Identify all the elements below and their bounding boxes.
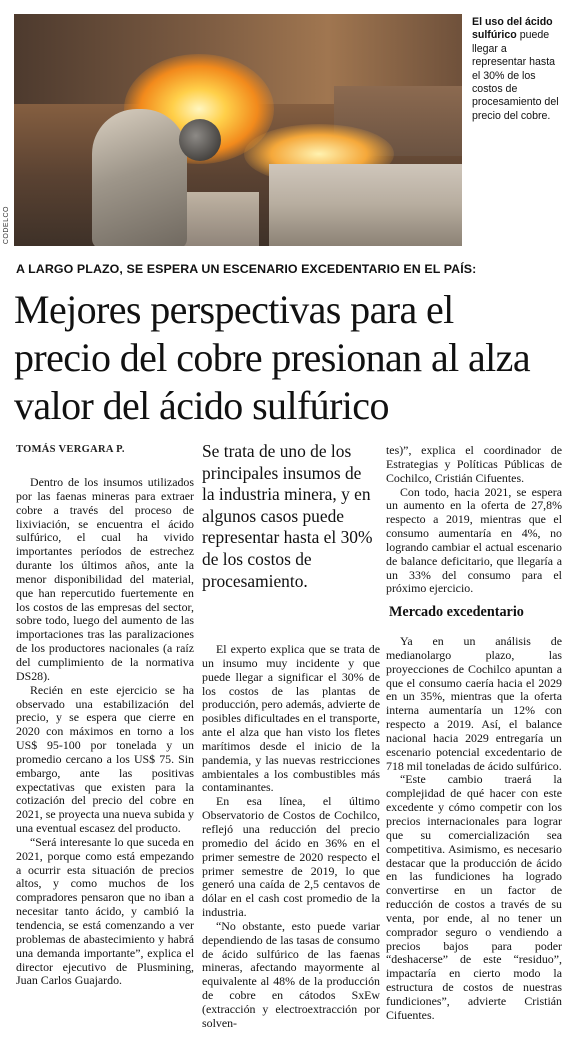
photo-casting-trough (269, 164, 462, 246)
section-subhead: Mercado excedentario (389, 604, 524, 620)
paragraph: Con todo, hacia 2021, se espera un aumento en la oferta de 27,8% respecto a 2019, mientras que el consumo aumentaría en 4%, no logrando cambiar el actual escenario de balance deficitario, que llegaría a un 33% del consumo para el próximo ejercicio. (386, 484, 562, 596)
photo-credit: CODELCO (3, 206, 10, 245)
column-3-bottom (386, 635, 562, 1023)
paragraph: Ya en un análisis de medianolargo plazo, las proyecciones de Cochilco apuntan a que el consumo caería hacia el 2029 en un 35%, mientras que la oferta interna aumentaría un 12% con respecto a 2019. Así, el balance nacional hacia 2029 entregaría un escenario potencial excedentario de 718 mil toneladas de ácido sulfúrico. (386, 634, 562, 773)
kicker: A LARGO PLAZO, SE ESPERA UN ESCENARIO EXCEDENTARIO EN EL PAÍS: (16, 262, 477, 276)
photo-worker-suit (92, 109, 187, 246)
pull-quote: Se trata de uno de los principales insumos de la industria minera, y en algunos casos puede representar hasta el 30% de los costos de procesamiento. (202, 441, 373, 591)
paragraph: “Este cambio traerá la complejidad de qué hacer con este excedente y cómo competir con los precios internacionales para lograr que su comercialización sea competitiva. Asimismo, es necesario destacar que la producción de ácido en las fundiciones ha logrado convertirse en un factor de reducción de costos a través de su venta, por ende, al no tener un comprador seguro o vendiendo a precios bajos para poder “deshacerse” de este “residuo”, impactaría en cierto modo la estructura de costos de nuestras fundiciones”, advierte Cristián Cifuentes. (386, 772, 562, 1022)
paragraph: Dentro de los insumos utilizados por las faenas mineras para extraer cobre a través del proceso de lixiviación, se encuentra el ácido sulfúrico, el cual ha vivido importantes períodos de estrechez durante los últimos años, ante la menor disponibilidad del material, que han repercutido fuertemente en los costos de las empresas del sector, sobre todo, luego del aumento de las importaciones tras las paralizaciones de los productores nacionales (a raíz del cumplimiento de la normativa DS28). (16, 475, 194, 683)
column-3-top (386, 444, 562, 596)
byline: TOMÁS VERGARA P. (16, 444, 125, 455)
caption-text: puede llegar a representar hasta el 30% de los costos de procesamiento del precio del cobre. (472, 29, 559, 122)
paragraph: “Será interesante lo que suceda en 2021, porque como está empezando a ocurrir esta situación de precios altos, y como muchos de los compradores pensaron que no iban a necesitar tanto ácido, y cambió la tendencia, se está comenzando a ver problemas de abastecimiento y habrá una demanda importante”, explica el director ejecutivo de Plusmining, Juan Carlos Guajardo. (16, 834, 194, 988)
paragraph: tes)”, explica el coordinador de Estrategias y Políticas Públicas de Cochilco, Cristián Cifuentes. (386, 443, 562, 485)
photo-worker-helmet (179, 119, 221, 161)
photo-caption (472, 16, 562, 123)
paragraph: En esa línea, el último Observatorio de Costos de Cochilco, reflejó una reducción del precio promedio del ácido en 36% en el primer semestre de 2020 respecto el primer semestre de 2019, lo que generó una caída de 2,5 centavos de dólar en el cash cost promedio de la industria. (202, 794, 380, 920)
column-1 (16, 476, 194, 988)
paragraph: “No obstante, esto puede variar dependiendo de las tasas de consumo de ácido sulfúrico de las faenas mineras, afectando mayormente al equivalente al 48% de la producción de cobre en cátodos SxEw (extracción y electroextracción por solven- (202, 918, 380, 1030)
smelter-photo (14, 14, 462, 246)
headline: Mejores perspectivas para el precio del cobre presionan al alza valor del ácido sulfúrico (14, 287, 530, 428)
paragraph: El experto explica que se trata de un insumo muy incidente y que puede llegar a significar el 30% de los costos de las plantas de producción, pero además, advierte de posibles dificultades en el transporte, ante el alza que han visto los fletes marítimos desde el inicio de la pandemia, y las nuevas restricciones ambientales a los combustibles más contaminantes. (202, 642, 380, 795)
column-2 (202, 643, 380, 1031)
paragraph: Recién en este ejercicio se ha observado una estabilización del precio, y se espera que cierre en 2020 con máximos en torno a los US$ 95-100 por tonelada y un promedio cercano a los US$ 75. Sin embargo, ante las positivas expectativas que existen para la cotización del precio del cobre en 2021, se proyecta una nueva subida y una eventual escasez del producto. (16, 682, 194, 836)
caption-lead: El uso del ácido sulfúrico (472, 16, 553, 42)
